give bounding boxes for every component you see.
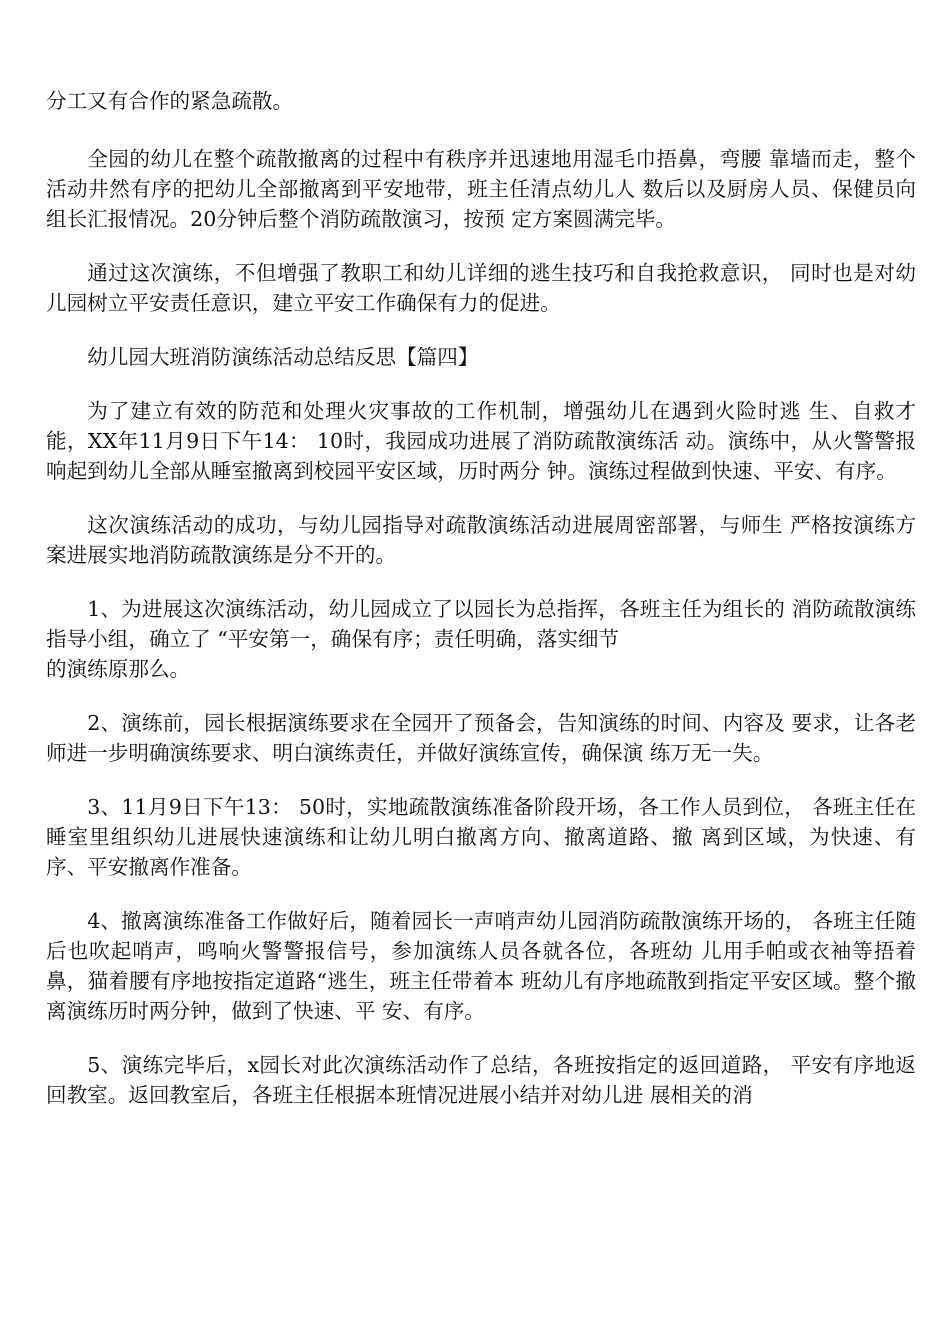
list-item-5: 5、演练完毕后，x园长对此次演练活动作了总结，各班按指定的返回道路， 平安有序地返回教室。返回教室后，各班主任根据本班情况进展小结并对幼儿进 展相关的消: [46, 1053, 916, 1107]
list-item-2: 2、演练前，园长根据演练要求在全园开了预备会，告知演练的时间、内容及 要求，让各老师进一步明确演练要求、明白演练责任，并做好演练宣传，确保演 练万无一失。: [46, 711, 916, 765]
paragraph-continuation: 分工又有合作的紧急疏散。: [46, 89, 294, 113]
section-heading: 幼儿园大班消防演练活动总结反思【篇四】: [87, 345, 479, 369]
list-item-1-continuation: 的演练原那么。: [46, 657, 191, 681]
paragraph-drill-success: 这次演练活动的成功，与幼儿园指导对疏散演练活动进展周密部署，与师生 严格按演练方案进展实地消防疏散演练是分不开的。: [46, 513, 916, 567]
document-page: [46, 86, 916, 1110]
paragraph-evacuation-process: 全园的幼儿在整个疏散撤离的过程中有秩序并迅速地用湿毛巾捂鼻，弯腰 靠墙而走，整个活动井然有序的把幼儿全部撤离到平安地带，班主任清点幼儿人 数后以及厨房人员、保健员向组长汇报情况。20分钟后整个消防疏散演习，按预 定方案圆满完毕。: [46, 147, 916, 231]
list-item-4: 4、撤离演练准备工作做好后，随着园长一声哨声幼儿园消防疏散演练开场的， 各班主任随后也吹起哨声，鸣响火警警报信号，参加演练人员各就各位，各班幼 儿用手帕或衣袖等捂着鼻，猫着腰有序地按指定道路“逃生，班主任带着本 班幼儿有序地疏散到指定平安区域。整个撤离演练历时两分钟，做到了快速、平 安、有序。: [46, 909, 916, 1023]
paragraph-drill-benefits: 通过这次演练，不但增强了教职工和幼儿详细的逃生技巧和自我抢救意识， 同时也是对幼儿园树立平安责任意识，建立平安工作确保有力的促进。: [46, 261, 916, 315]
paragraph-drill-intro: 为了建立有效的防范和处理火灾事故的工作机制，增强幼儿在遇到火险时逃 生、自救才能，XX年11月9日下午14： 10时，我园成功进展了消防疏散演练活 动。演练中，从火警警报响起到幼儿全部从睡室撤离到校园平安区域，历时两分 钟。演练过程做到快速、平安、有序。: [46, 399, 916, 483]
list-item-1: 1、为进展这次演练活动，幼儿园成立了以园长为总指挥，各班主任为组长的 消防疏散演练指导小组，确立了 “平安第一，确保有序；责任明确，落实细节: [46, 597, 916, 651]
list-item-3: 3、11月9日下午13： 50时，实地疏散演练准备阶段开场，各工作人员到位， 各班主任在睡室里组织幼儿进展快速演练和让幼儿明白撤离方向、撤离道路、撤 离到区域，为快速、有序、平安撤离作准备。: [46, 795, 916, 879]
